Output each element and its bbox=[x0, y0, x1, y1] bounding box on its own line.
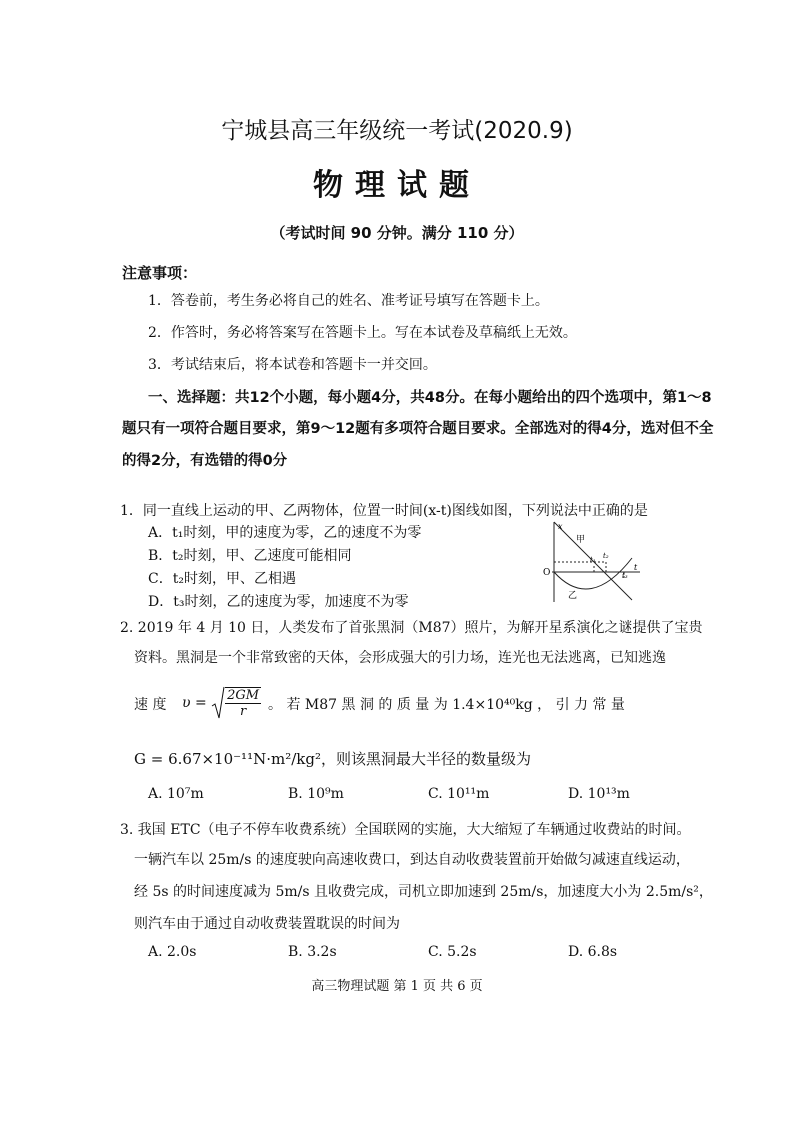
q3-option-d: D. 6.8s bbox=[568, 944, 618, 960]
notice-item: 3．考试结束后，将本试卷和答题卡一并交回。 bbox=[148, 357, 437, 373]
q3-option-b: B. 3.2s bbox=[288, 944, 337, 960]
q1-stem: 1．同一直线上运动的甲、乙两物体，位置一时间(x-t)图线如图，下列说法中正确的是 bbox=[120, 503, 648, 519]
notice-item: 1．答卷前，考生务必将自己的姓名、准考证号填写在答题卡上。 bbox=[148, 293, 549, 309]
section-instruction-line: 一、选择题：共12个小题，每小题4分，共48分。在每小题给出的四个选项中，第1～8 bbox=[148, 390, 712, 406]
notice-item: 2．作答时，务必将答案写在答题卡上。写在本试卷及草稿纸上无效。 bbox=[148, 325, 577, 341]
q3-line4: 则汽车由于通过自动收费装置耽误的时间为 bbox=[134, 916, 400, 932]
label-jia: 甲 bbox=[576, 535, 586, 545]
q2-escape-velocity-formula bbox=[182, 686, 261, 720]
section-instruction-line: 的得2分，有选错的得0分 bbox=[122, 453, 288, 469]
q2-line3-mid: 。 若 M87 黑 洞 的 质 量 为 1.4×10⁴⁰kg ， 引 力 常 量 bbox=[268, 697, 625, 713]
q1-xt-graph bbox=[540, 520, 642, 604]
q2-line3-prefix: 速 度 bbox=[134, 697, 167, 713]
q2-line1: 2. 2019 年 4 月 10 日，人类发布了首张黑洞（M87）照片，为解开星系演化之谜提供了宝贵 bbox=[120, 620, 703, 636]
q3-line3: 经 5s 的时间速度减为 5m/s 且收费完成，司机立即加速到 25m/s，加速度大小为 2.5m/s²， bbox=[134, 884, 713, 900]
q2-option-d: D. 10¹³m bbox=[568, 786, 630, 802]
q1-option-c: C．t₂时刻，甲、乙相遇 bbox=[148, 571, 296, 587]
section-instruction-line: 题只有一项符合题目要求，第9～12题有多项符合题目要求。全部选对的得4分，选对但不全 bbox=[122, 421, 714, 437]
q3-option-c: C. 5.2s bbox=[428, 944, 477, 960]
q1-option-b: B．t₂时刻，甲、乙速度可能相同 bbox=[148, 548, 352, 564]
notice-heading: 注意事项： bbox=[122, 264, 198, 282]
q2-line4: G = 6.67×10⁻¹¹N·m²/kg²，则该黑洞最大半径的数量级为 bbox=[134, 750, 531, 768]
q1-option-d: D．t₃时刻，乙的速度为零，加速度不为零 bbox=[148, 594, 409, 610]
origin-label: O bbox=[543, 568, 551, 578]
q1-option-a: A．t₁时刻，甲的速度为零，乙的速度不为零 bbox=[148, 525, 422, 541]
q3-line1: 3. 我国 ETC（电子不停车收费系统）全国联网的实施，大大缩短了车辆通过收费站的时间。 bbox=[120, 822, 691, 838]
exam-info: （考试时间 90 分钟。满分 110 分） bbox=[270, 224, 524, 242]
t2-label: t₂ bbox=[603, 552, 609, 560]
y-axis-label: x bbox=[558, 522, 563, 531]
q2-option-c: C. 10¹¹m bbox=[428, 786, 490, 802]
formula-v: υ = bbox=[182, 695, 207, 711]
subject-title: 物理试题 bbox=[313, 168, 481, 203]
sqrt-sign bbox=[211, 686, 225, 720]
q3-line2: 一辆汽车以 25m/s 的速度驶向高速收费口，到达自动收费装置前开始做匀减速直线运动， bbox=[134, 852, 690, 868]
q2-option-b: B. 10⁹m bbox=[288, 786, 344, 802]
label-yi: 乙 bbox=[568, 591, 578, 601]
x-axis-label: t bbox=[634, 563, 638, 572]
page-footer: 高三物理试题 第 1 页 共 6 页 bbox=[311, 979, 483, 994]
formula-numerator: 2GM bbox=[227, 688, 260, 703]
q2-line2: 资料。黑洞是一个非常致密的天体，会形成强大的引力场，连光也无法逃离，已知逃逸 bbox=[134, 650, 666, 666]
formula-denominator: r bbox=[240, 704, 247, 719]
t1-label: t₁ bbox=[590, 556, 596, 564]
q3-option-a: A. 2.0s bbox=[148, 944, 197, 960]
q2-option-a: A. 10⁷m bbox=[148, 786, 204, 802]
t3-label: t₃ bbox=[622, 572, 628, 580]
exam-title: 宁城县高三年级统一考试(2020.9) bbox=[221, 118, 573, 144]
